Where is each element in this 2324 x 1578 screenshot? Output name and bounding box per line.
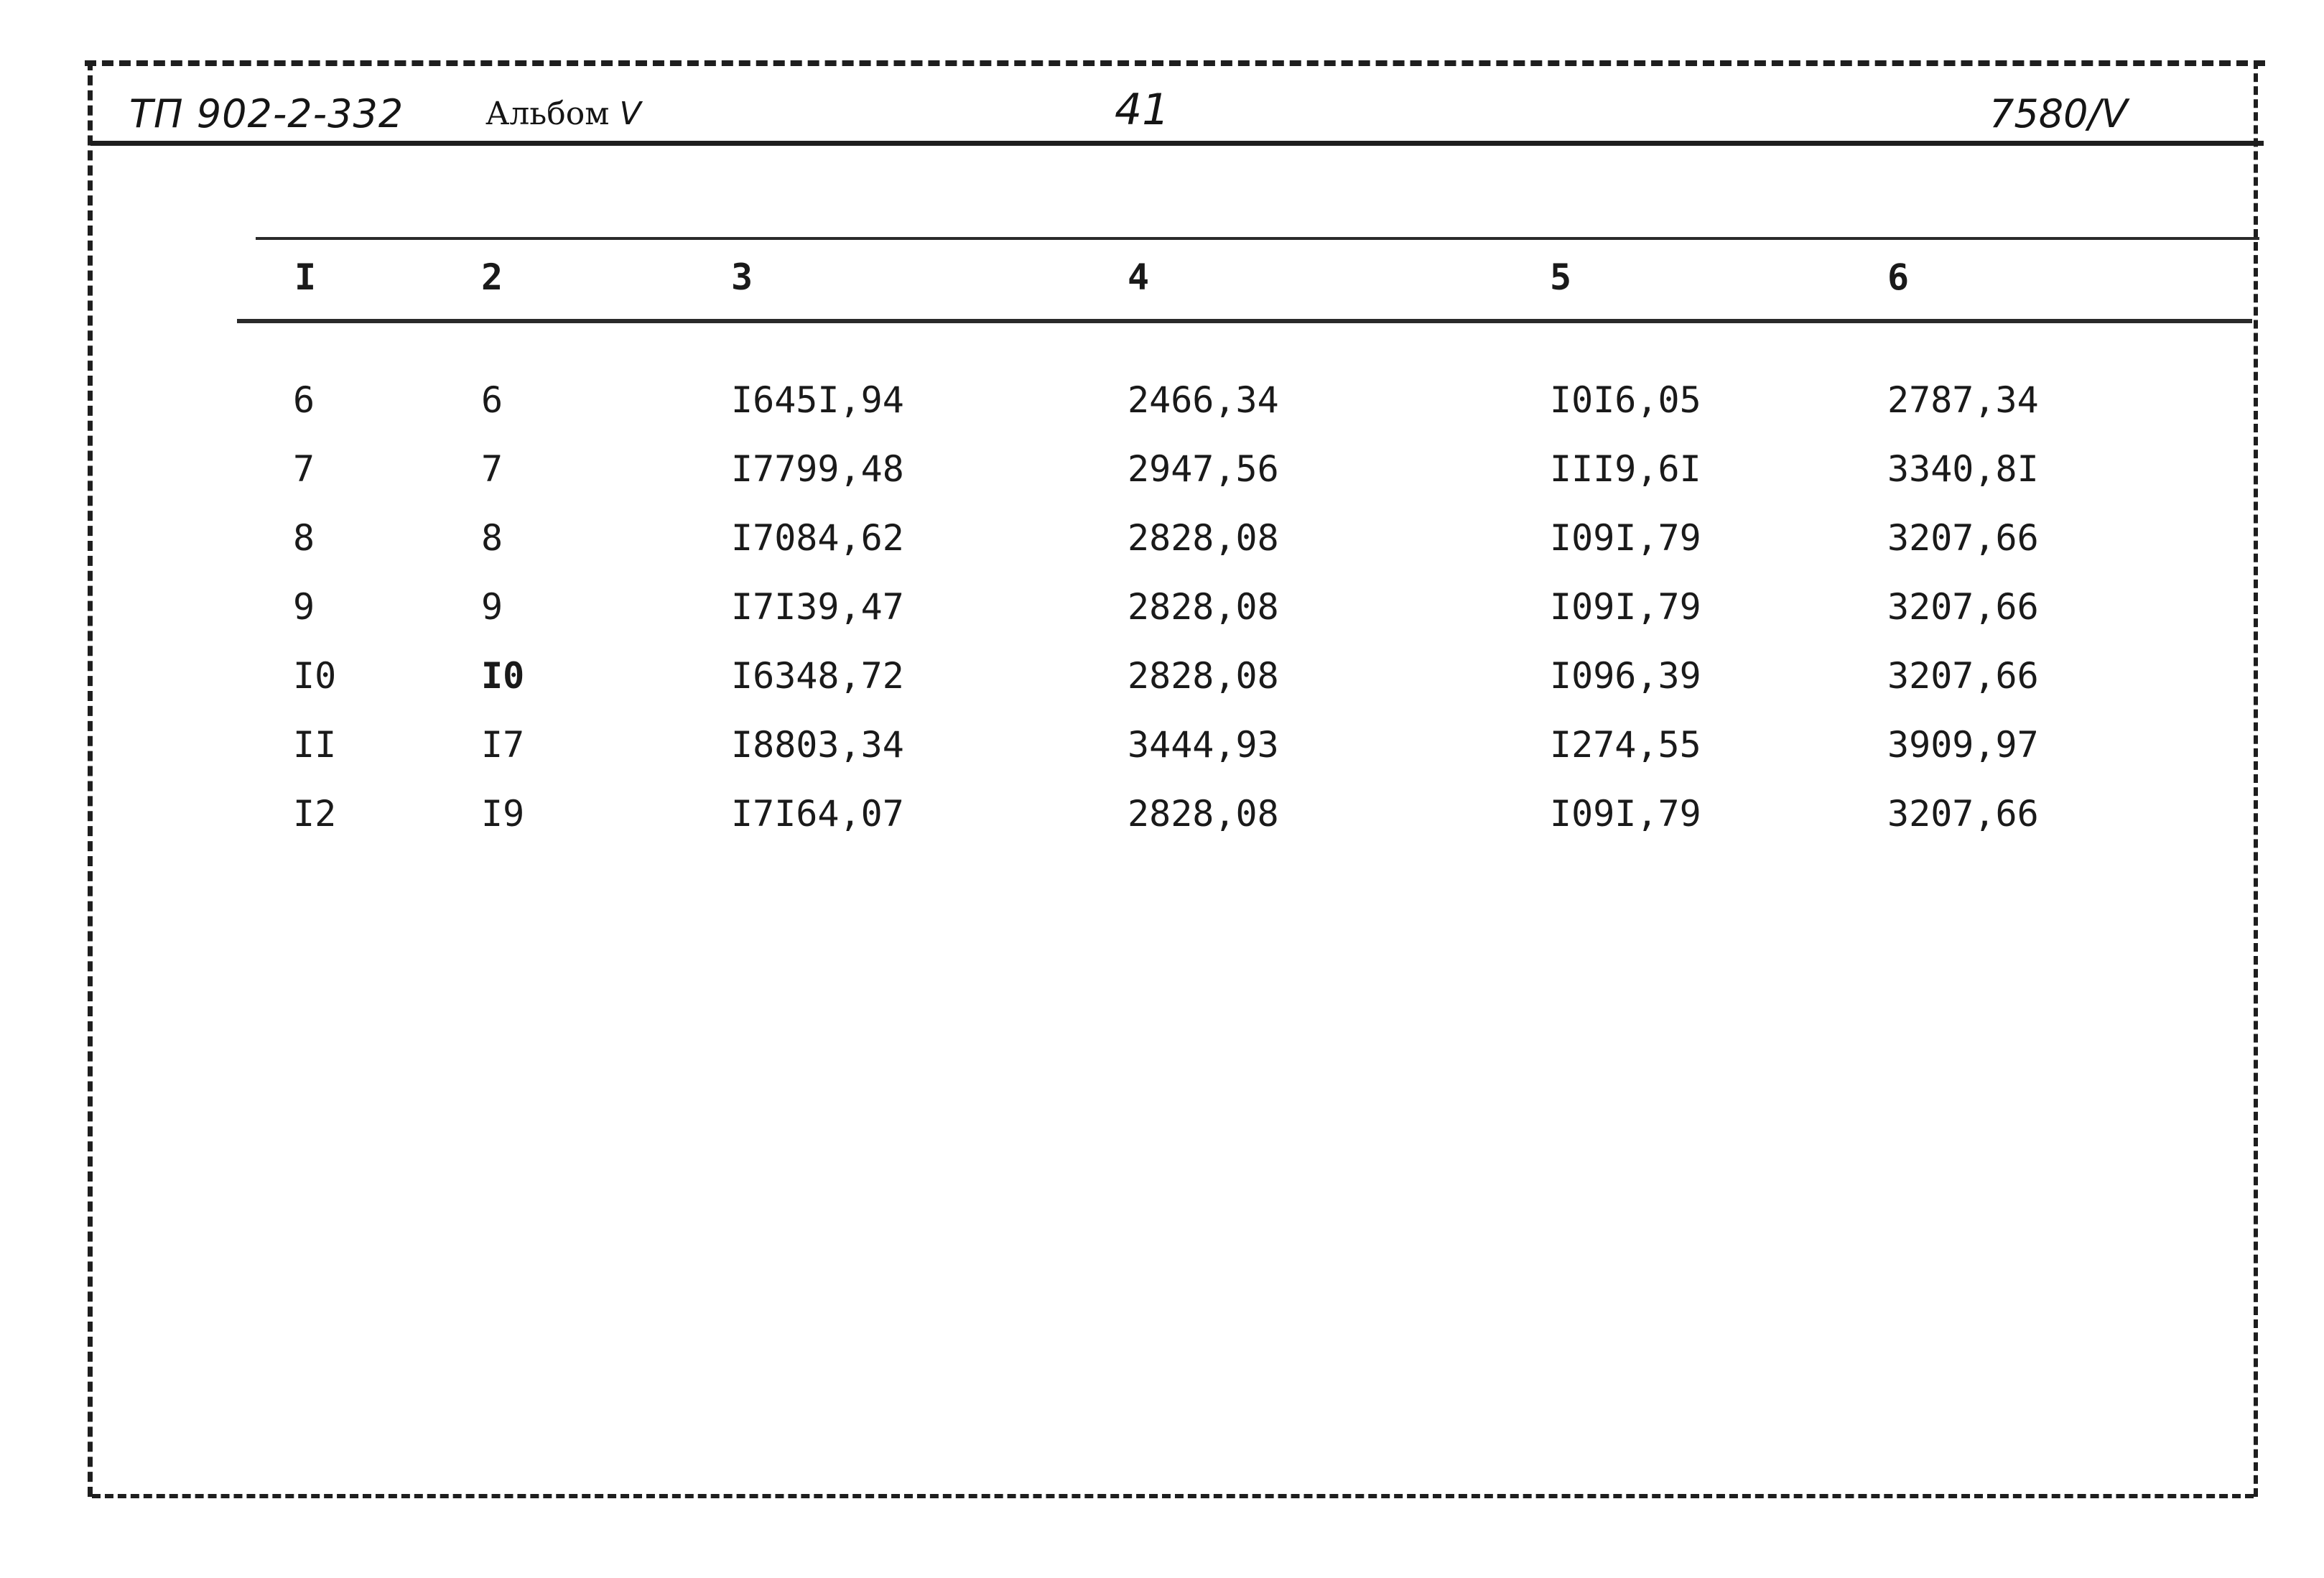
table-cell: I9 [481, 793, 525, 835]
table-cell: 2947,56 [1128, 448, 1279, 490]
table-cell: I7 [481, 724, 525, 766]
page-number: 41 [1115, 85, 1170, 135]
column-header: 3 [731, 256, 753, 298]
table-cell: 3207,66 [1887, 655, 2039, 697]
table-cell: 2828,08 [1128, 586, 1279, 628]
frame-bottom-border [92, 1494, 2254, 1498]
table-cell: I09I,79 [1550, 517, 1701, 559]
table-cell: I096,39 [1550, 655, 1701, 697]
frame-left-border [88, 60, 93, 1497]
column-header: 4 [1128, 256, 1150, 298]
table-cell: 3207,66 [1887, 793, 2039, 835]
album-label [485, 89, 641, 139]
album-word: Альбом [485, 96, 610, 132]
column-header: 2 [481, 256, 503, 298]
document-code: ТП 902-2-332 [129, 91, 404, 136]
table-cell: I2 [293, 793, 337, 835]
header-divider [90, 141, 2264, 146]
table-cell: I0 [293, 655, 337, 697]
table-cell: I09I,79 [1550, 793, 1701, 835]
table-cell: 3207,66 [1887, 517, 2039, 559]
table-cell: I0 [481, 655, 525, 697]
table-cell: 9 [293, 586, 315, 628]
table-cell: III9,6I [1550, 448, 1701, 490]
table-cell: I6348,72 [731, 655, 904, 697]
table-cell: 8 [293, 517, 315, 559]
column-header: 5 [1550, 256, 1572, 298]
column-header: 6 [1887, 256, 1910, 298]
table-cell: I7I64,07 [731, 793, 904, 835]
table-cell: I7084,62 [731, 517, 904, 559]
table-cell: 8 [481, 517, 503, 559]
table-cell: 3909,97 [1887, 724, 2039, 766]
table-cell: 2787,34 [1887, 379, 2039, 421]
table-cell: I0I6,05 [1550, 379, 1701, 421]
table-cell: 7 [293, 448, 315, 490]
table-cell: 2828,08 [1128, 655, 1279, 697]
table-cell: 2828,08 [1128, 517, 1279, 559]
column-header: I [294, 256, 317, 298]
album-number: V [619, 96, 641, 132]
table-cell: 6 [481, 379, 503, 421]
frame-right-border [2254, 60, 2258, 1497]
table-cell: I274,55 [1550, 724, 1701, 766]
table-cell: 3207,66 [1887, 586, 2039, 628]
inventory-number: 7580/V [1989, 91, 2128, 136]
table-top-rule [256, 237, 2259, 240]
table-cell: I09I,79 [1550, 586, 1701, 628]
table-cell: I8803,34 [731, 724, 904, 766]
table-cell: 3444,93 [1128, 724, 1279, 766]
table-cell: I7I39,47 [731, 586, 904, 628]
table-cell: I645I,94 [731, 379, 904, 421]
table-header-rule [237, 319, 2252, 323]
table-cell: 6 [293, 379, 315, 421]
table-cell: 2466,34 [1128, 379, 1279, 421]
table-cell: I7799,48 [731, 448, 904, 490]
table-cell: 2828,08 [1128, 793, 1279, 835]
table-cell: 3340,8I [1887, 448, 2039, 490]
table-cell: II [293, 724, 337, 766]
table-cell: 7 [481, 448, 503, 490]
frame-top-border [85, 60, 2265, 66]
table-cell: 9 [481, 586, 503, 628]
